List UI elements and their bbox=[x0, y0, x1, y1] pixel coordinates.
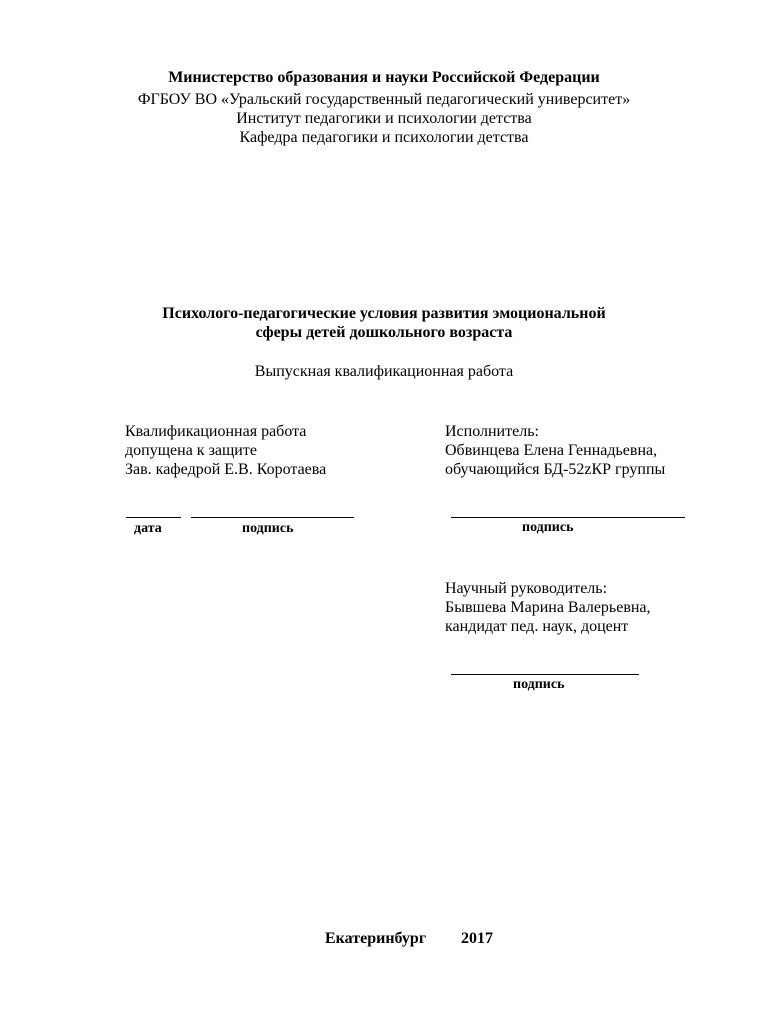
executor-group: обучающийся БД-52zКР группы bbox=[445, 461, 666, 478]
executor-name: Обвинцева Елена Геннадьевна, bbox=[445, 442, 658, 459]
executor-heading: Исполнитель: bbox=[445, 423, 539, 440]
supervisor-heading: Научный руководитель: bbox=[445, 580, 608, 597]
executor-signature-label: подпись bbox=[522, 520, 574, 535]
admission-signature-line bbox=[191, 517, 354, 518]
department-name: Кафедра педагогики и психологии детства bbox=[239, 129, 529, 146]
institute-name: Институт педагогики и психологии детства bbox=[236, 110, 532, 127]
thesis-title-line1: Психолого-педагогические условия развития эмоциональной bbox=[162, 305, 606, 322]
admission-line1: Квалификационная работа bbox=[125, 423, 307, 440]
date-line bbox=[126, 517, 181, 518]
executor-signature-line bbox=[451, 517, 685, 518]
supervisor-signature-line bbox=[451, 674, 639, 675]
admission-line2: допущена к защите bbox=[125, 442, 257, 459]
work-type: Выпускная квалификационная работа bbox=[254, 363, 514, 380]
supervisor-name: Бывшева Марина Валерьевна, bbox=[445, 599, 651, 616]
date-label: дата bbox=[134, 521, 162, 536]
university-name: ФГБОУ ВО «Уральский государственный педагогический университет» bbox=[137, 91, 631, 108]
footer-year: 2017 bbox=[461, 930, 493, 947]
supervisor-degree: кандидат пед. наук, доцент bbox=[445, 618, 629, 635]
supervisor-signature-label: подпись bbox=[513, 677, 565, 692]
ministry-title: Министерство образования и науки Российской Федерации bbox=[168, 69, 600, 86]
footer-city: Екатеринбург bbox=[325, 930, 427, 947]
thesis-title-line2: сферы детей дошкольного возраста bbox=[255, 324, 513, 341]
admission-signature-label: подпись bbox=[242, 521, 294, 536]
admission-head: Зав. кафедрой Е.В. Коротаева bbox=[125, 461, 327, 478]
